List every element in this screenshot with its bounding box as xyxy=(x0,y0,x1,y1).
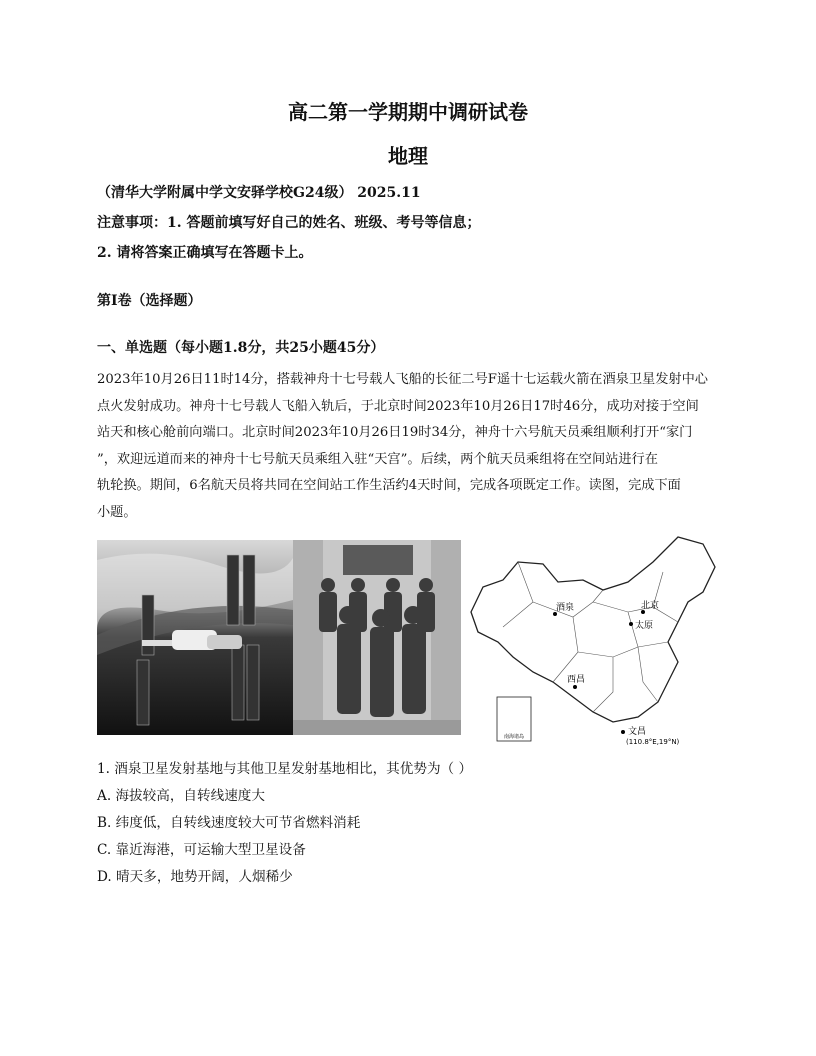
notice-line-1: 注意事项：1. 答题前填写好自己的姓名、班级、考号等信息； xyxy=(97,215,481,231)
subject-title: 地理 xyxy=(388,144,428,168)
option-b: B. 纬度低，自转线速度较大可节省燃料消耗 xyxy=(97,815,361,831)
wenchang-label: 文昌 xyxy=(628,727,647,737)
school-line: （清华大学附属中学文安驿学校G24级） 2025.11 xyxy=(97,185,421,201)
part-heading: 一、单选题（每小题1.8分，共25小题45分） xyxy=(97,340,385,356)
passage-line: 站天和核心舱前向端口。北京时间2023年10月26日19时34分，神舟十六号航天员乘组顺利打开“家门 xyxy=(97,425,693,440)
passage-line: 轨轮换。期间，6名航天员将共同在空间站工作生活约4天时间，完成各项既定工作。读图，完成下面 xyxy=(97,478,681,493)
jiuquan-label: 酒泉 xyxy=(556,603,575,613)
option-c: C. 靠近海港，可运输大型卫星设备 xyxy=(97,842,306,858)
question-stem: 1. 酒泉卫星发射基地与其他卫星发射基地相比，其优势为（ ） xyxy=(97,761,473,777)
notice-line-2: 2. 请将答案正确填写在答题卡上。 xyxy=(97,245,313,261)
astronauts-photo xyxy=(293,540,461,735)
wenchang-marker xyxy=(621,730,625,734)
wenchang-coordinate: (110.8°E,19°N) xyxy=(626,738,680,746)
passage-line: ”，欢迎远道而来的神舟十七号航天员乘组入驻“天宫”。后续，两个航天员乘组将在空间站进行在 xyxy=(97,451,658,467)
taiyuan-marker xyxy=(629,622,633,626)
xichang-label: 西昌 xyxy=(567,675,586,685)
exam-title: 高二第一学期期中调研试卷 xyxy=(288,100,528,124)
volume-heading: 第I卷（选择题） xyxy=(97,293,202,309)
reading-passage xyxy=(97,367,721,526)
passage-line: 小题。 xyxy=(97,504,137,520)
taiyuan-label: 太原 xyxy=(635,621,654,631)
option-a: A. 海拔较高，自转线速度大 xyxy=(97,788,265,804)
beijing-label: 北京 xyxy=(641,601,660,611)
inset-label: 南海诸岛 xyxy=(503,734,525,740)
space-station-photo xyxy=(97,540,293,735)
china-map xyxy=(463,532,721,747)
xichang-marker xyxy=(573,685,577,689)
passage-line: 点火发射成功。神舟十七号载人飞船入轨后，于北京时间2023年10月26日17时46分，成功对接于空间 xyxy=(97,398,699,414)
passage-line: 2023年10月26日11时14分，搭载神舟十七号载人飞船的长征二号F遥十七运载火箭在酒泉卫星发射中心 xyxy=(97,372,708,387)
option-d: D. 晴天多，地势开阔，人烟稀少 xyxy=(97,869,293,885)
